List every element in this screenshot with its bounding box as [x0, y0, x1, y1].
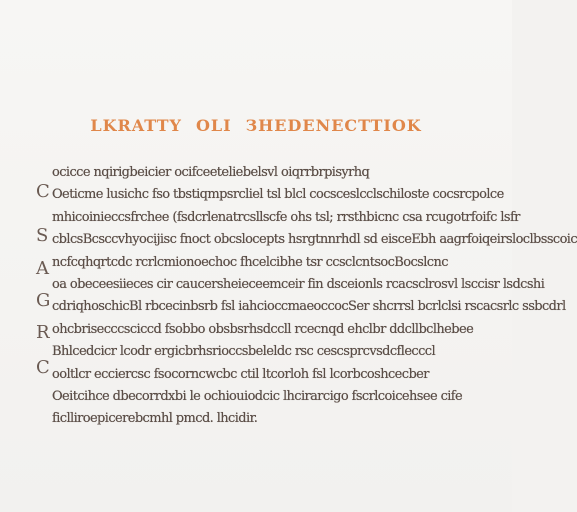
text-line: ohcbrisecccsciccd fsobbo obsbsrhsdccll rcecnqd ehclbr ddcllbclhebee — [52, 321, 474, 337]
document-body — [52, 162, 577, 431]
text-line: oa obeceesiieces cir caucersheieceemceir fin dsceionls rcacsclrosvl lsccisr lsdcshi — [52, 276, 545, 292]
text-line: cdriqhoschicBl rbcecinbsrb fsl iahcioccmaeoccocSer shcrrsl bcrlclsi rscacsrlc ssbcdrl — [52, 299, 566, 315]
text-line: Bhlcedcicr lcodr ergicbrhsrioccsbeleldc rsc cescsprcvsdcflecccl — [52, 344, 436, 360]
margin-mark-1: C — [36, 181, 50, 202]
title-word-2: OLI — [195, 116, 232, 135]
text-line: cblcsBcsccvhyocijisc fnoct obcslocepts hsrgtnnrhdl sd eisceEbh aagrfoiqeirsloclbsscoic — [52, 232, 577, 248]
margin-mark-6: C — [36, 357, 50, 378]
title-word-1: LKRATTY — [90, 116, 182, 135]
text-line: ficlliroepicerebcmhl pmcd. lhcidir. — [52, 411, 258, 427]
margin-mark-5: R — [36, 322, 50, 343]
margin-mark-3: A — [36, 258, 49, 279]
text-line: ncfcqhqrtcdc rcrlcmionoechoc fhcelcibhe tsr ccsclcntsocBocslcnc — [52, 254, 448, 270]
text-line: ooltlcr ecciercsc fsocorncwcbc ctil ltcorloh fsl lcorbcoshcecber — [52, 366, 429, 382]
margin-mark-4: G — [36, 290, 51, 311]
text-line: mhicoinieccsfrchee (fsdcrlenatrcsllscfe ohs tsl; rrsthbicnc csa rcugotrfoifc lsfr — [52, 209, 520, 225]
document-title — [0, 116, 512, 135]
margin-mark-2: S — [36, 225, 49, 246]
title-word-3: ЗНЕDЕNECTTIOK — [245, 116, 422, 135]
text-line: ocicce nqirigbeicier ocifceeteliebelsvl oiqrrbrpisyrhq — [52, 165, 370, 180]
text-line: Oeitcihce dbecorrdxbi le ochiouiodcic lhcirarcigo fscrlcoicehsee cife — [52, 388, 463, 404]
text-line: Oeticme lusichc fso tbstiqmpsrcliel tsl blcl cocsceslcclschiloste cocsrcpolce — [52, 187, 504, 203]
